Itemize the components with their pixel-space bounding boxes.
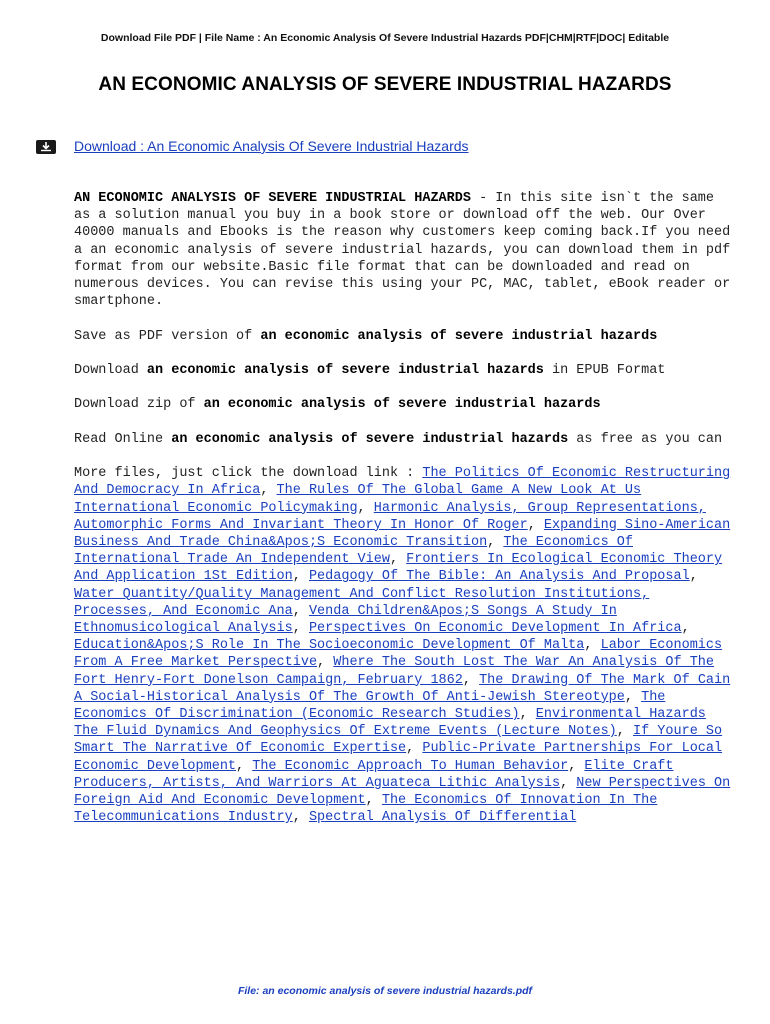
link-separator: , [527,517,544,533]
link-separator: , [292,569,309,585]
epub-prefix: Download [74,363,147,378]
save-pdf-prefix: Save as PDF version of [74,328,261,344]
read-online-bold: an economic analysis of severe industrial hazards [171,431,569,447]
zip-paragraph [74,396,734,413]
related-file-link[interactable]: Environmental Hazards The Fluid Dynamics And Geophysics Of Extreme Events (Lecture Notes) [74,707,706,740]
intro-text: - In this site isn`t the same as a solution manual you buy in a book store or download off the web. Our Over 40000 manuals and Ebooks is the reason why customers keep coming back.If you need a an economic analysis of severe industrial hazards, you can download them in pdf format from our website.Basic file format that can be downloaded and read on numerous devices. You can revise this using your PC, MAC, tablet, eBook reader or smartphone. [74,191,731,310]
related-file-link[interactable]: Elite Craft Producers, Artists, And Warriors At Aguateca Lithic Analysis [74,758,674,791]
zip-prefix: Download zip of [74,397,204,413]
link-separator: , [357,500,374,516]
file-header: Download File PDF | File Name : An Economic Analysis Of Severe Industrial Hazards PDF|CHM|RTF|DOC| Editable [100,32,670,44]
link-separator: , [292,621,309,636]
download-row [36,138,736,158]
related-file-link[interactable]: Pedagogy Of The Bible: An Analysis And Proposal [308,569,690,585]
related-file-link[interactable]: The Economics Of Innovation In The Telecommunications Industry [74,793,658,826]
related-file-link[interactable]: Where The South Lost The War An Analysis Of The Fort Henry-Fort Donelson Campaign, February 1862 [74,655,715,688]
save-pdf-paragraph [74,328,734,345]
link-separator: , [406,741,423,757]
related-file-link[interactable]: Public-Private Partnerships For Local Economic Development [74,741,723,774]
related-file-link[interactable]: Spectral Analysis Of Differential [308,810,577,826]
link-separator: , [462,672,480,688]
link-separator: , [236,758,253,774]
link-separator: , [292,810,309,826]
more-files-paragraph [74,465,734,826]
related-file-link[interactable]: The Rules Of The Global Game A New Look At Us International Economic Policymaking [74,483,642,516]
related-file-link[interactable]: The Drawing Of The Mark Of Cain A Social-Historical Analysis Of The Growth Of Anti-Jewish Stereotype [74,672,731,705]
related-file-link[interactable]: The Economics Of International Trade An Independent View [74,534,633,568]
related-file-link[interactable]: Water Quantity/Quality Management And Conflict Resolution Institutions, Processes, And Economic Ana [74,586,650,619]
read-online-prefix: Read Online [74,431,172,447]
file-footer: File: an economic analysis of severe industrial hazards.pdf [237,985,533,997]
link-separator: , [689,569,698,585]
related-file-link[interactable]: The Economics Of Discrimination (Economic Research Studies) [74,689,666,723]
epub-suffix: in EPUB Format [543,363,666,378]
related-file-link[interactable]: The Politics Of Economic Restructuring And Democracy In Africa [74,466,731,499]
link-separator: , [260,483,277,499]
link-separator: , [317,655,334,671]
link-separator: , [292,603,309,619]
related-file-link[interactable]: Labor Economics From A Free Market Perspective [74,638,723,671]
related-file-link[interactable]: New Perspectives On Foreign Aid And Economic Development [74,775,731,809]
related-file-link[interactable]: Venda Children&Apos;S Songs A Study In Ethnomusicological Analysis [74,603,617,636]
read-online-paragraph [74,431,734,448]
epub-paragraph [74,362,734,379]
link-separator: , [681,621,690,636]
document-body [74,190,734,844]
link-separator: , [365,793,382,809]
link-separator: , [568,758,585,774]
link-separator: , [560,775,577,791]
related-file-link[interactable]: Frontiers In Ecological Economic Theory And Application 1St Edition [74,552,723,585]
link-separator: , [584,638,601,654]
download-link[interactable]: Download : An Economic Analysis Of Severe Industrial Hazards [74,138,469,154]
download-icon[interactable] [36,140,56,154]
related-file-link[interactable]: The Economic Approach To Human Behavior [252,758,569,774]
read-online-suffix: as free as you can [568,431,723,447]
related-file-link[interactable]: Education&Apos;S Role In The Socioeconomic Development Of Malta [74,638,585,654]
link-separator: , [616,724,633,740]
related-file-link[interactable]: If Youre So Smart The Narrative Of Economic Expertise [74,724,723,757]
page-title: AN ECONOMIC ANALYSIS OF SEVERE INDUSTRIAL HAZARDS [98,74,672,95]
intro-paragraph [74,190,734,310]
intro-bold-title: AN ECONOMIC ANALYSIS OF SEVERE INDUSTRIAL HAZARDS [74,191,471,206]
link-separator: , [624,689,642,705]
zip-bold: an economic analysis of severe industrial hazards [203,397,601,413]
related-file-link[interactable]: Expanding Sino-American Business And Trade China&Apos;S Economic Transition [74,517,731,550]
more-files-prefix: More files, just click the download link : [74,466,423,482]
link-separator: , [519,707,536,723]
epub-bold: an economic analysis of severe industrial hazards [146,363,544,378]
related-file-link[interactable]: Perspectives On Economic Development In Africa [308,621,682,636]
link-separator: , [389,552,407,568]
related-file-link[interactable]: Harmonic Analysis, Group Representations, Automorphic Forms And Invariant Theory In Honor Of Roger [74,500,706,533]
link-separator: , [487,534,504,550]
save-pdf-bold: an economic analysis of severe industrial hazards [260,328,658,344]
